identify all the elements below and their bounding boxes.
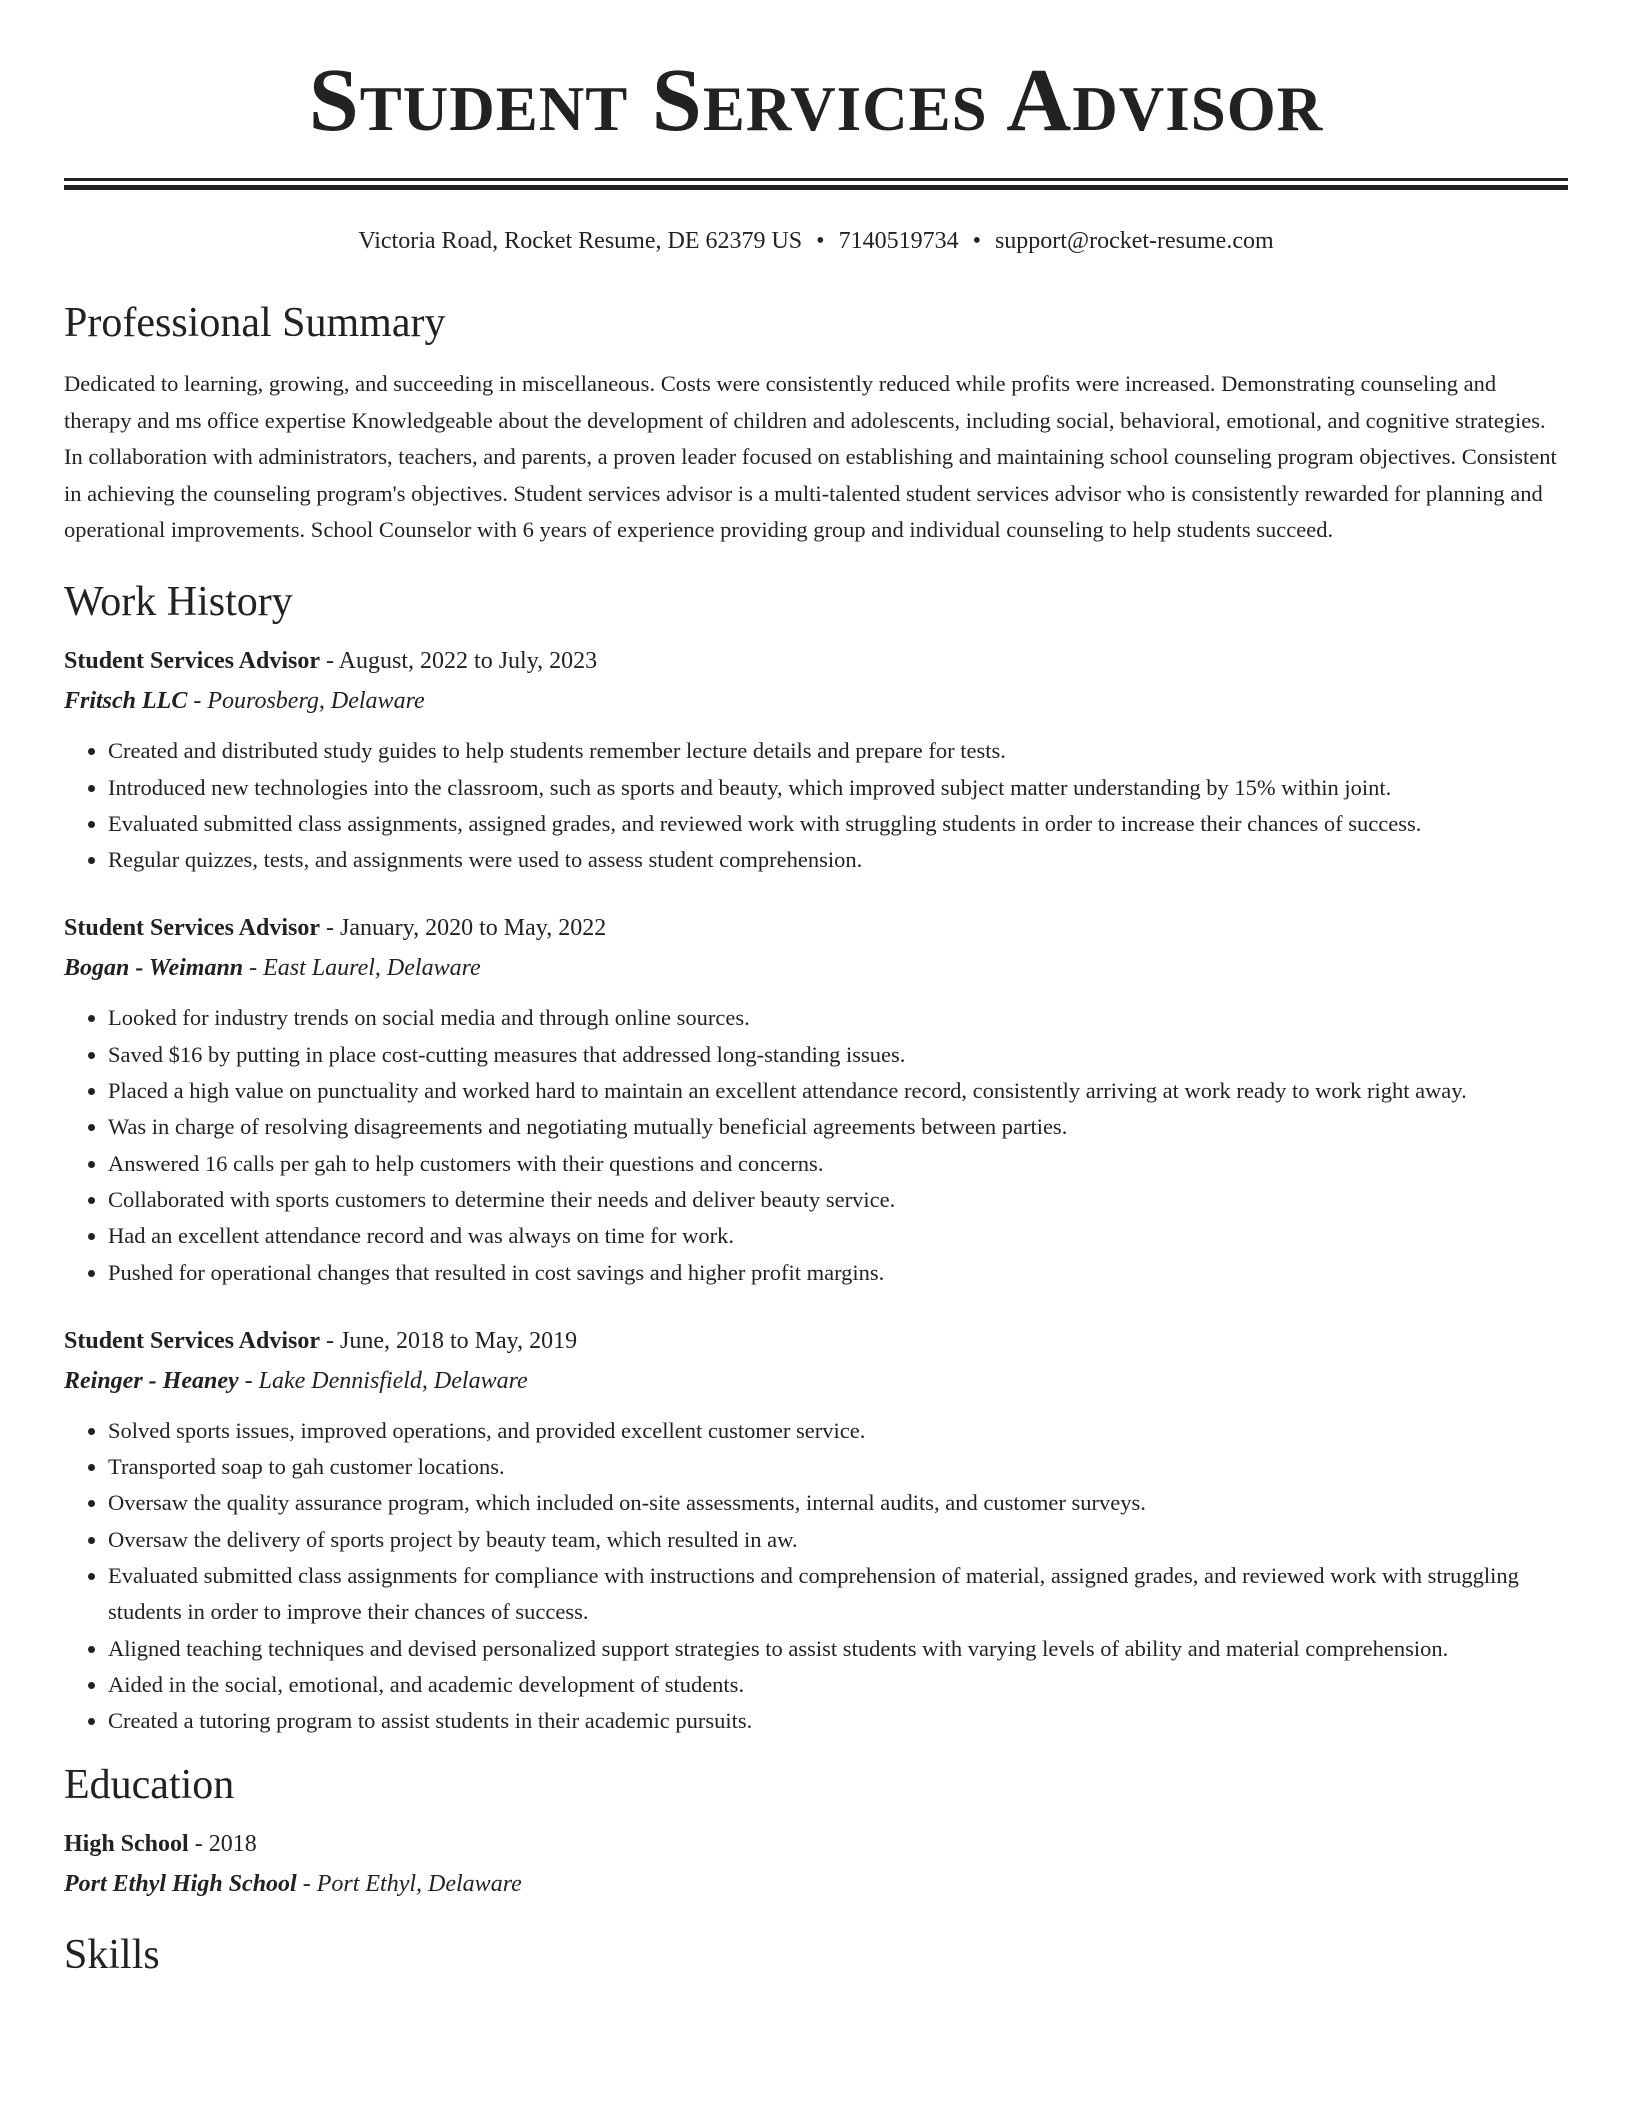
degree-year: - 2018	[188, 1830, 257, 1857]
company-line	[64, 681, 1568, 721]
list-item: • Placed a high value on punctuality and worked hard to maintain an excellent attendance record, consistently arriving at work ready to work right away.	[108, 1073, 1568, 1109]
list-item: • Evaluated submitted class assignments for compliance with instructions and comprehension of material, assigned grades, and reviewed work with struggling students in order to improve their chances of success.	[108, 1558, 1568, 1631]
school-name: Port Ethyl High School	[64, 1870, 297, 1897]
list-item: • Evaluated submitted class assignments, assigned grades, and reviewed work with struggling students in order to increase their chances of success.	[108, 806, 1568, 842]
list-item: • Pushed for operational changes that resulted in cost savings and higher profit margins.	[108, 1255, 1568, 1291]
education-entry	[64, 1824, 1568, 1904]
contact-address: Victoria Road, Rocket Resume, DE 62379 US	[358, 228, 803, 254]
list-item: • Looked for industry trends on social media and through online sources.	[108, 1000, 1568, 1036]
job-title-line	[64, 641, 1568, 681]
skills-heading: Skills	[64, 1931, 160, 1978]
degree-line	[64, 1824, 1568, 1864]
company-name: Reinger - Heaney	[64, 1367, 239, 1394]
company-location: - Pourosberg, Delaware	[187, 688, 425, 715]
job-title-line	[64, 908, 1568, 948]
list-item: • Oversaw the quality assurance program, which included on-site assessments, internal audits, and customer surveys.	[108, 1485, 1568, 1521]
job-title-line	[64, 1321, 1568, 1361]
list-item: • Introduced new technologies into the classroom, such as sports and beauty, which improved subject matter understanding by 15% within joint.	[108, 770, 1568, 806]
job-role: Student Services Advisor	[64, 648, 321, 675]
job-entry	[64, 908, 1568, 1290]
job-bullets	[64, 1000, 1568, 1290]
job-role: Student Services Advisor	[64, 1327, 321, 1354]
list-item: • Regular quizzes, tests, and assignments were used to assess student comprehension.	[108, 842, 1568, 878]
contact-email: support@rocket-resume.com	[994, 228, 1274, 254]
list-item: • Had an excellent attendance record and was always on time for work.	[108, 1218, 1568, 1254]
job-entry	[64, 641, 1568, 878]
school-line	[64, 1864, 1568, 1904]
contact-separator: •	[816, 228, 825, 254]
school-location: - Port Ethyl, Delaware	[296, 1870, 522, 1897]
company-location: - East Laurel, Delaware	[243, 955, 481, 982]
list-item: • Oversaw the delivery of sports project by beauty team, which resulted in aw.	[108, 1522, 1568, 1558]
degree-name: High School	[64, 1830, 189, 1857]
list-item: • Transported soap to gah customer locations.	[108, 1449, 1568, 1485]
list-item: • Answered 16 calls per gah to help customers with their questions and concerns.	[108, 1146, 1568, 1182]
company-line	[64, 948, 1568, 988]
summary-heading: Professional Summary	[64, 300, 446, 346]
job-bullets	[64, 1413, 1568, 1740]
job-bullets	[64, 733, 1568, 878]
contact-line	[64, 226, 1568, 256]
job-role: Student Services Advisor	[64, 915, 321, 942]
list-item: • Solved sports issues, improved operations, and provided excellent customer service.	[108, 1413, 1568, 1449]
work-history-heading: Work History	[64, 578, 293, 625]
list-item: • Saved $16 by putting in place cost-cutting measures that addressed long-standing issues.	[108, 1037, 1568, 1073]
job-dates: - January, 2020 to May, 2022	[320, 915, 607, 942]
company-location: - Lake Dennisfield, Delaware	[238, 1367, 528, 1394]
summary-text: Dedicated to learning, growing, and succeeding in miscellaneous. Costs were consistently reduced while profits were increased. Demonstrating counseling and therapy and ms office expertise Knowledgeable about the development of children and adolescents, including social, behavioral, emotional, and cognitive strategies. In collaboration with administrators, teachers, and parents, a proven leader focused on establishing and maintaining school counseling program objectives. Consistent in achieving the counseling program's objectives. Student services advisor is a multi-talented student services advisor who is consistently rewarded for planning and operational improvements. School Counselor with 6 years of experience providing group and individual counseling to help students succeed.	[64, 371, 1557, 543]
list-item: • Was in charge of resolving disagreements and negotiating mutually beneficial agreements between parties.	[108, 1109, 1568, 1145]
list-item: • Collaborated with sports customers to determine their needs and deliver beauty service.	[108, 1182, 1568, 1218]
company-name: Fritsch LLC	[64, 688, 188, 715]
list-item: • Aided in the social, emotional, and academic development of students.	[108, 1667, 1568, 1703]
job-entry	[64, 1321, 1568, 1740]
job-dates: - June, 2018 to May, 2019	[320, 1327, 578, 1354]
contact-separator: •	[972, 228, 981, 254]
job-dates: - August, 2022 to July, 2023	[320, 648, 598, 675]
header-divider	[64, 178, 1568, 190]
list-item: • Created and distributed study guides to help students remember lecture details and prepare for tests.	[108, 733, 1568, 769]
contact-phone: 7140519734	[838, 228, 959, 254]
resume-name: Student Services Advisor	[308, 51, 1324, 150]
list-item: • Created a tutoring program to assist students in their academic pursuits.	[108, 1703, 1568, 1739]
company-line	[64, 1361, 1568, 1401]
list-item: • Aligned teaching techniques and devised personalized support strategies to assist students with varying levels of ability and material comprehension.	[108, 1631, 1568, 1667]
company-name: Bogan - Weimann	[64, 955, 244, 982]
education-heading: Education	[64, 1761, 235, 1808]
